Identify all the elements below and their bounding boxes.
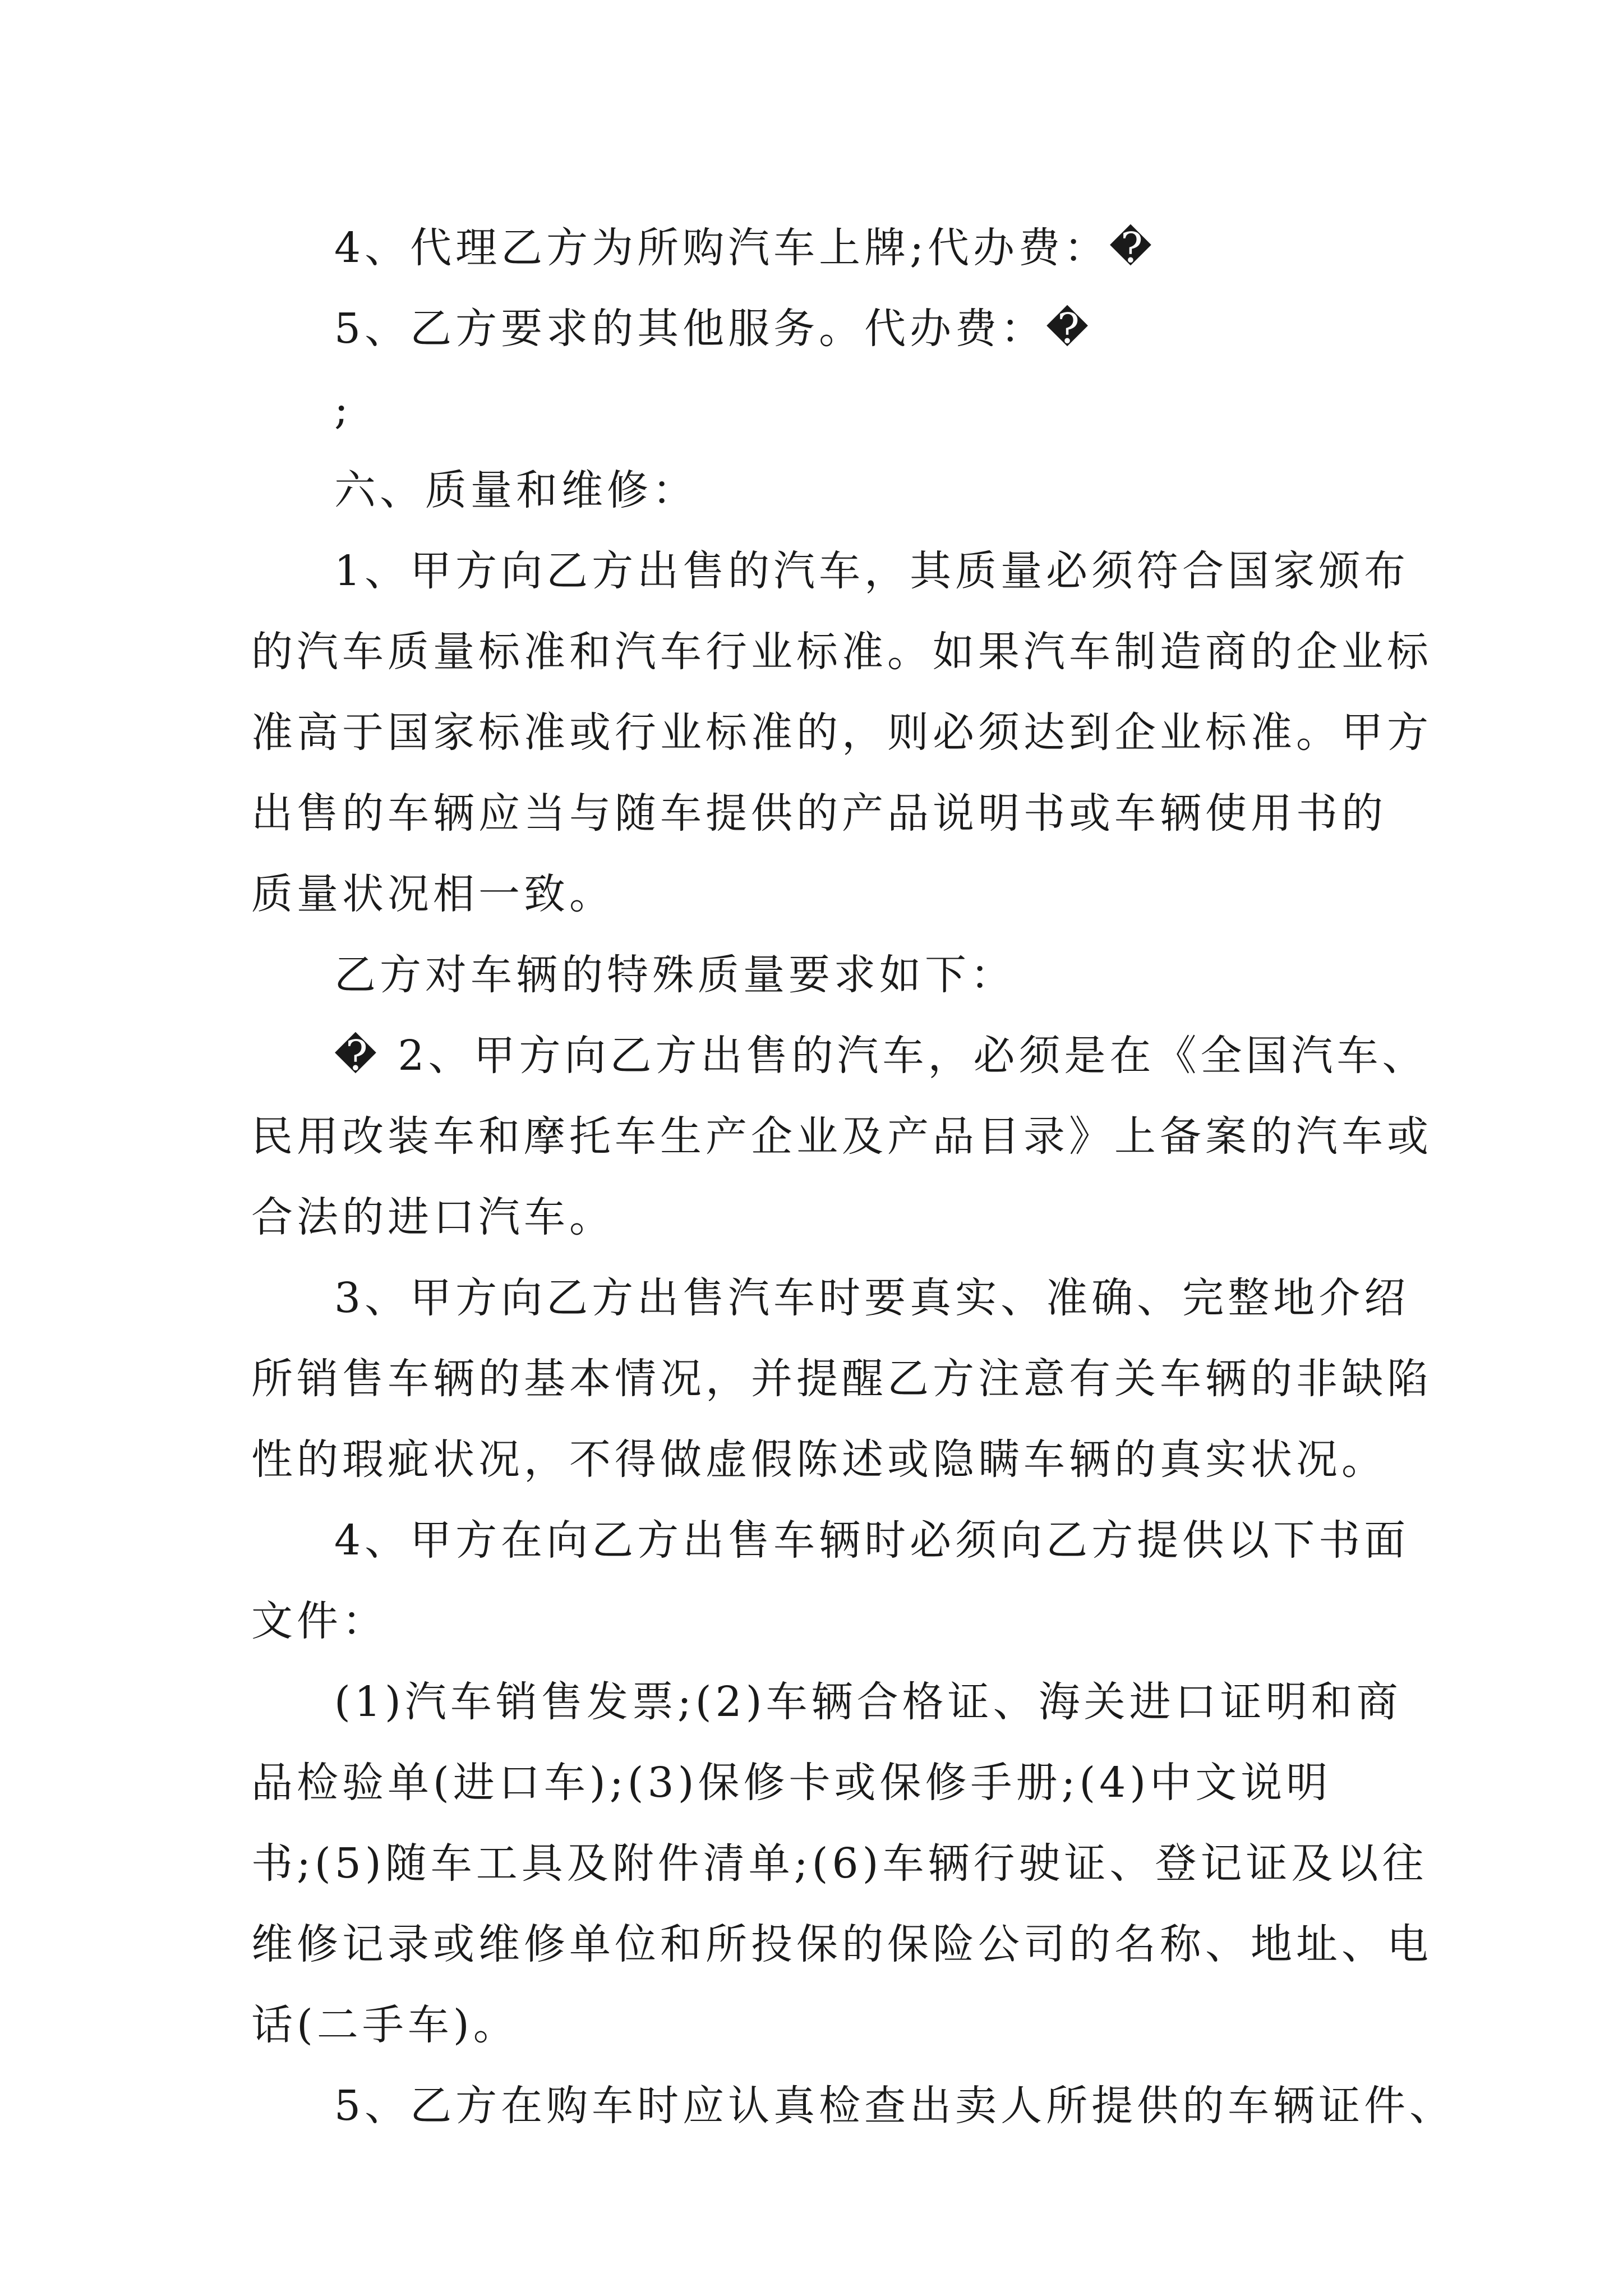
text-line: 维修记录或维修单位和所投保的保险公司的名称、地址、电 [251, 1920, 1432, 1968]
text-line: 合法的进口汽车。 [251, 1193, 615, 1241]
text-line: 民用改装车和摩托车生产企业及产品目录》上备案的汽车或 [251, 1112, 1432, 1161]
text-line: 4、甲方在向乙方出售车辆时必须向乙方提供以下书面 [334, 1516, 1410, 1565]
document-body [251, 208, 1455, 2146]
text-line: 文件： [251, 1597, 388, 1645]
text-line: � 2、甲方向乙方出售的汽车，必须是在《全国汽车、 [334, 1032, 1428, 1080]
text-line: 1、甲方向乙方出售的汽车，其质量必须符合国家颁布 [334, 547, 1410, 595]
text-line: 3、甲方向乙方出售汽车时要真实、准确、完整地介绍 [334, 1274, 1410, 1322]
text-line: 书;(5)随车工具及附件清单;(6)车辆行驶证、登记证及以往 [251, 1839, 1428, 1888]
text-line: 出售的车辆应当与随车提供的产品说明书或车辆使用书的 [251, 789, 1387, 838]
text-line: 5、乙方要求的其他服务。代办费：� [334, 305, 1092, 353]
text-line: 乙方对车辆的特殊质量要求如下： [334, 951, 1016, 999]
text-line: 所销售车辆的基本情况，并提醒乙方注意有关车辆的非缺陷 [251, 1355, 1432, 1403]
text-line: 5、乙方在购车时应认真检查出卖人所提供的车辆证件、 [334, 2082, 1455, 2130]
text-line: ; [334, 385, 352, 434]
text-line: 质量状况相一致。 [251, 870, 615, 918]
text-line: (1)汽车销售发票;(2)车辆合格证、海关进口证明和商 [334, 1678, 1402, 1726]
text-line: 品检验单(进口车);(3)保修卡或保修手册;(4)中文说明 [251, 1759, 1332, 1807]
text-line: 4、代理乙方为所购汽车上牌;代办费：� [334, 224, 1156, 272]
text-line: 性的瑕疵状况，不得做虚假陈述或隐瞒车辆的真实状况。 [251, 1435, 1387, 1484]
text-line: 话(二手车)。 [251, 2001, 519, 2049]
section-heading: 六、质量和维修： [334, 466, 698, 514]
text-line: 的汽车质量标准和汽车行业标准。如果汽车制造商的企业标 [251, 628, 1432, 676]
text-line: 准高于国家标准或行业标准的，则必须达到企业标准。甲方 [251, 708, 1432, 757]
